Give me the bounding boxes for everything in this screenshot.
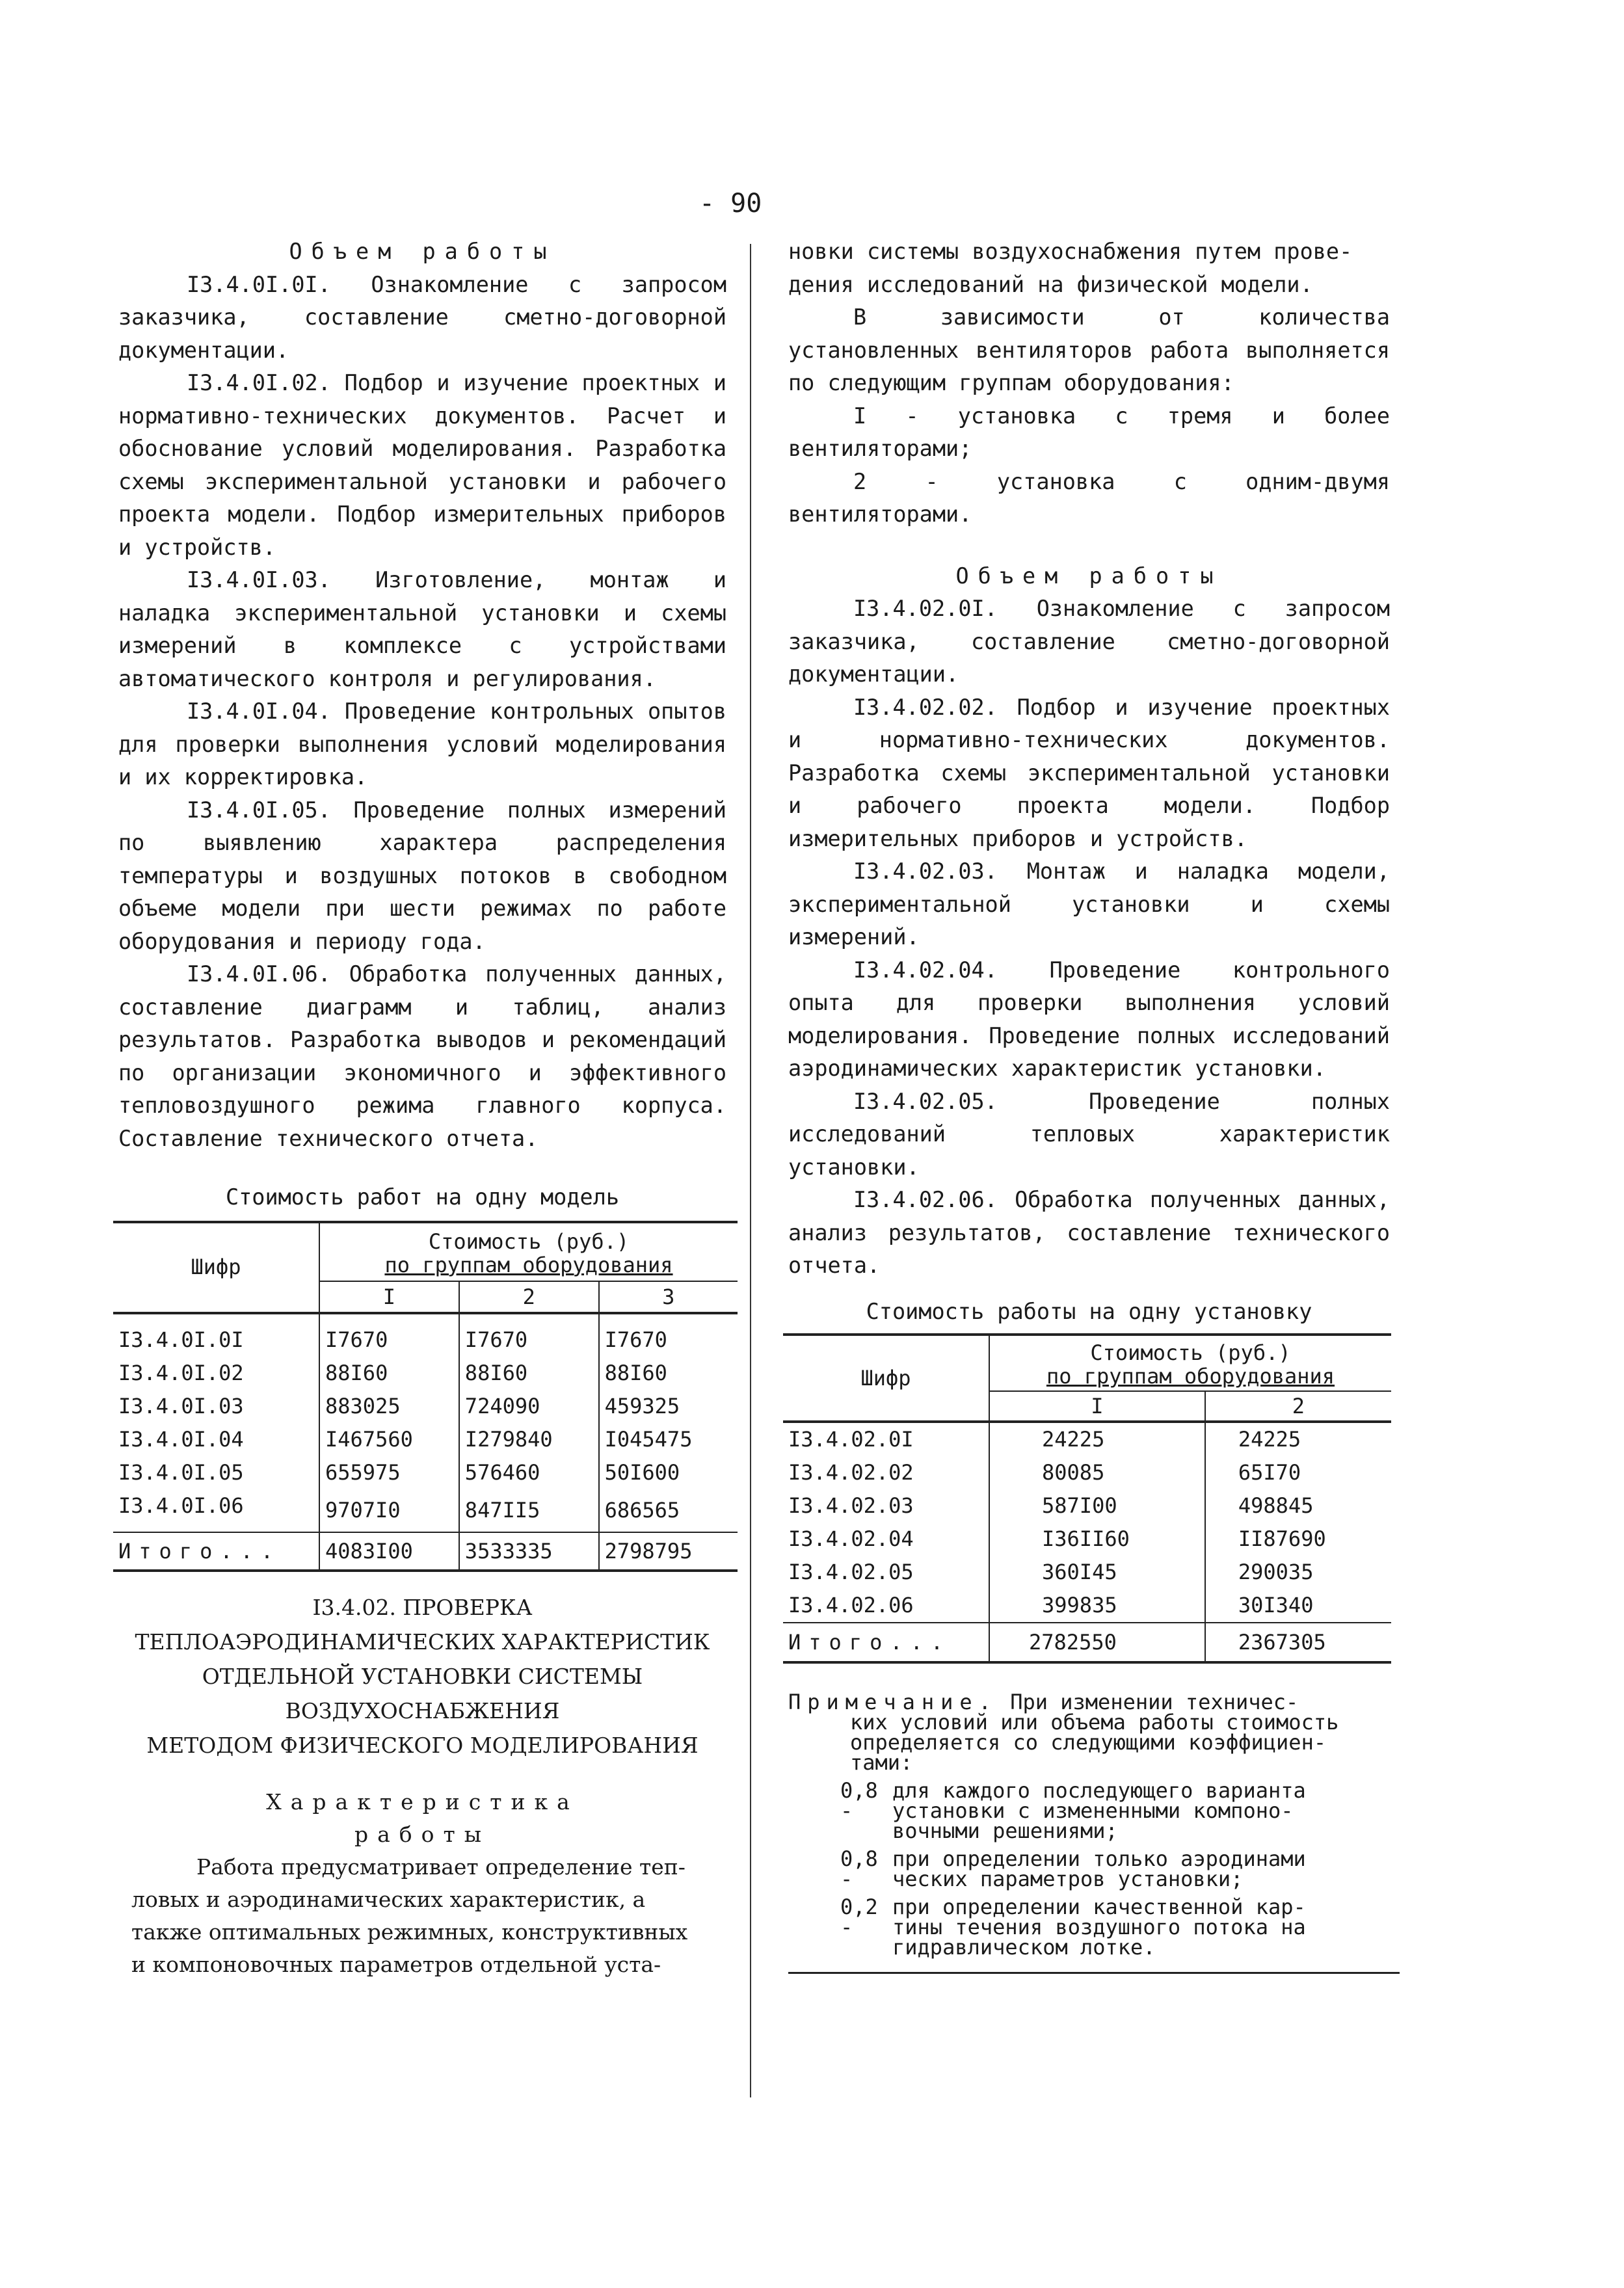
- work-item: I3.4.02.02. Подбор и изучение проектных и нормативно-технических документов. Разработка схемы экспериментальной установки и рабочего проекта модели. Подбор измерительных приборов и устройств.: [788, 694, 1390, 851]
- note-text: ких условий или объема работы стоимость определяется со следующими коэффициен- тами:: [850, 1710, 1339, 1775]
- table-caption: Стоимость работы на одну установку: [866, 1298, 1312, 1324]
- intro-continuation: новки системы воздухоснабжения путем прове- дения исследований на физической модели.: [788, 239, 1353, 297]
- note-end-rule: [788, 1972, 1400, 1974]
- table-row: I3.4.0I.05 655975 576460 50I600: [113, 1456, 738, 1489]
- column-header-cost: Стоимость (руб.) по группам оборудования: [989, 1335, 1391, 1391]
- coefficient-item: 0,8 - для каждого последующего варианта установки с измененными компоно- вочными решениями;: [840, 1778, 1306, 1843]
- characteristic-text: Работа предусматривает определение теп- ловых и аэродинамических характеристик, а также оптимальных режимных, конструктивных и компоновочных параметров отдельной уста-: [131, 1854, 688, 1977]
- table-row: I3.4.02.05 360I45 290035: [783, 1556, 1391, 1589]
- page-number: - 90: [699, 189, 762, 219]
- note-text-line: При изменении техничес-: [1010, 1690, 1299, 1714]
- cost-table-model: [113, 1221, 738, 1572]
- column-header-cost: Стоимость (руб.) по группам оборудования: [319, 1222, 738, 1281]
- table-total-row: Итого... 2782550 2367305: [783, 1623, 1391, 1662]
- work-item: I3.4.02.03. Монтаж и наладка модели, экспериментальной установки и схемы измерений.: [788, 858, 1390, 950]
- work-item: I3.4.0I.02. Подбор и изучение проектных и нормативно-технических документов. Расчет и обоснование условий моделирования. Разработка схемы экспериментальной установки и рабочего проекта модели. Подбор измерительных приборов и устройств.: [118, 370, 726, 560]
- note-block: [788, 1692, 1390, 1974]
- work-item: I3.4.02.06. Обработка полученных данных, анализ результатов, составление технического отчета.: [788, 1187, 1390, 1278]
- characteristic-heading: Характеристика: [266, 1789, 579, 1815]
- group-header: I: [319, 1281, 459, 1313]
- group-header: 2: [1205, 1391, 1391, 1422]
- work-scope-heading: Объем работы: [289, 239, 556, 264]
- section-title: I3.4.02. ПРОВЕРКА ТЕПЛОАЭРОДИНАМИЧЕСКИХ ХАРАКТЕРИСТИК ОТДЕЛЬНОЙ УСТАНОВКИ СИСТЕМЫ ВОЗДУХОСНАБЖЕНИЯ МЕТОДОМ ФИЗИЧЕСКОГО МОДЕЛИРОВАНИЯ: [135, 1594, 710, 1758]
- work-item: I3.4.0I.03. Изготовление, монтаж и наладка экспериментальной установки и схемы измерений в комплексе с устройствами автоматического контроля и регулирования.: [118, 567, 726, 691]
- column-divider: [750, 244, 751, 2097]
- characteristic-block: [118, 1786, 726, 1981]
- right-column: [788, 235, 1390, 1974]
- table-row: I3.4.02.04 I36II60 II87690: [783, 1523, 1391, 1556]
- table-total-row: Итого... 4083I00 3533335 2798795: [113, 1532, 738, 1571]
- table-row: I3.4.0I.03 883025 724090 459325: [113, 1390, 738, 1423]
- work-item: I3.4.0I.06. Обработка полученных данных, составление диаграмм и таблиц, анализ результатов. Разработка выводов и рекомендаций по организации экономичного и эффективного тепловоздушного режима главного корпуса. Составление технического отчета.: [118, 961, 726, 1151]
- table-row: I3.4.0I.0I I7670 I7670 I7670: [113, 1313, 738, 1357]
- column-header-code: Шифр: [113, 1222, 319, 1313]
- coefficient-item: 0,2 - при определении качественной кар- тины течения воздушного потока на гидравлическом лотке.: [840, 1895, 1306, 1960]
- work-item: I3.4.02.04. Проведение контрольного опыта для проверки выполнения условий моделирования. Проведение полных исследований аэродинамических характеристик установки.: [788, 957, 1390, 1081]
- work-item: I3.4.02.0I. Ознакомление с запросом заказчика, составление сметно-договорной документации.: [788, 596, 1390, 687]
- column-header-code: Шифр: [783, 1335, 989, 1422]
- work-item: I3.4.0I.0I. Ознакомление с запросом заказчика, составление сметно-договорной документации.: [118, 271, 726, 363]
- work-item: I3.4.0I.04. Проведение контрольных опытов для проверки выполнения условий моделирования и их корректировка.: [118, 698, 726, 790]
- table-row: I3.4.0I.04 I467560 I279840 I045475: [113, 1423, 738, 1456]
- groups-paragraph: В зависимости от количества установленных вентиляторов работа выполняется по следующим группам оборудования:: [788, 304, 1390, 395]
- table-row: I3.4.02.03 587I00 498845: [783, 1489, 1391, 1523]
- group-header: 2: [459, 1281, 599, 1313]
- group-item: 2 - установка с одним-двумя вентиляторами.: [788, 468, 1390, 527]
- coefficient-item: 0,8 - при определении только аэродинами ческих параметров установки;: [840, 1846, 1306, 1891]
- table-row: I3.4.0I.02 88I60 88I60 88I60: [113, 1357, 738, 1390]
- table-row: I3.4.02.06 399835 30I340: [783, 1589, 1391, 1623]
- work-item: I3.4.02.05. Проведение полных исследований тепловых характеристик установки.: [788, 1088, 1390, 1180]
- table-row: I3.4.02.0I 24225 24225: [783, 1422, 1391, 1456]
- group-header: I: [989, 1391, 1205, 1422]
- work-scope-heading: Объем работы: [955, 563, 1223, 589]
- characteristic-subheading: работы: [354, 1821, 491, 1847]
- table-row: I3.4.0I.06 9707I0 847II5 686565: [113, 1489, 738, 1532]
- work-item: I3.4.0I.05. Проведение полных измерений по выявлению характера распределения температуры и воздушных потоков в свободном объеме модели при шести режимах по работе оборудования и периоду года.: [118, 797, 726, 954]
- left-column: [118, 235, 726, 1981]
- table-caption: Стоимость работ на одну модель: [225, 1184, 620, 1210]
- group-item: I - установка с тремя и более вентиляторами;: [788, 403, 1390, 461]
- cost-table-installation: [783, 1333, 1391, 1664]
- table-row: I3.4.02.02 80085 65I70: [783, 1456, 1391, 1489]
- group-header: 3: [599, 1281, 738, 1313]
- note-label: Примечание.: [788, 1690, 998, 1714]
